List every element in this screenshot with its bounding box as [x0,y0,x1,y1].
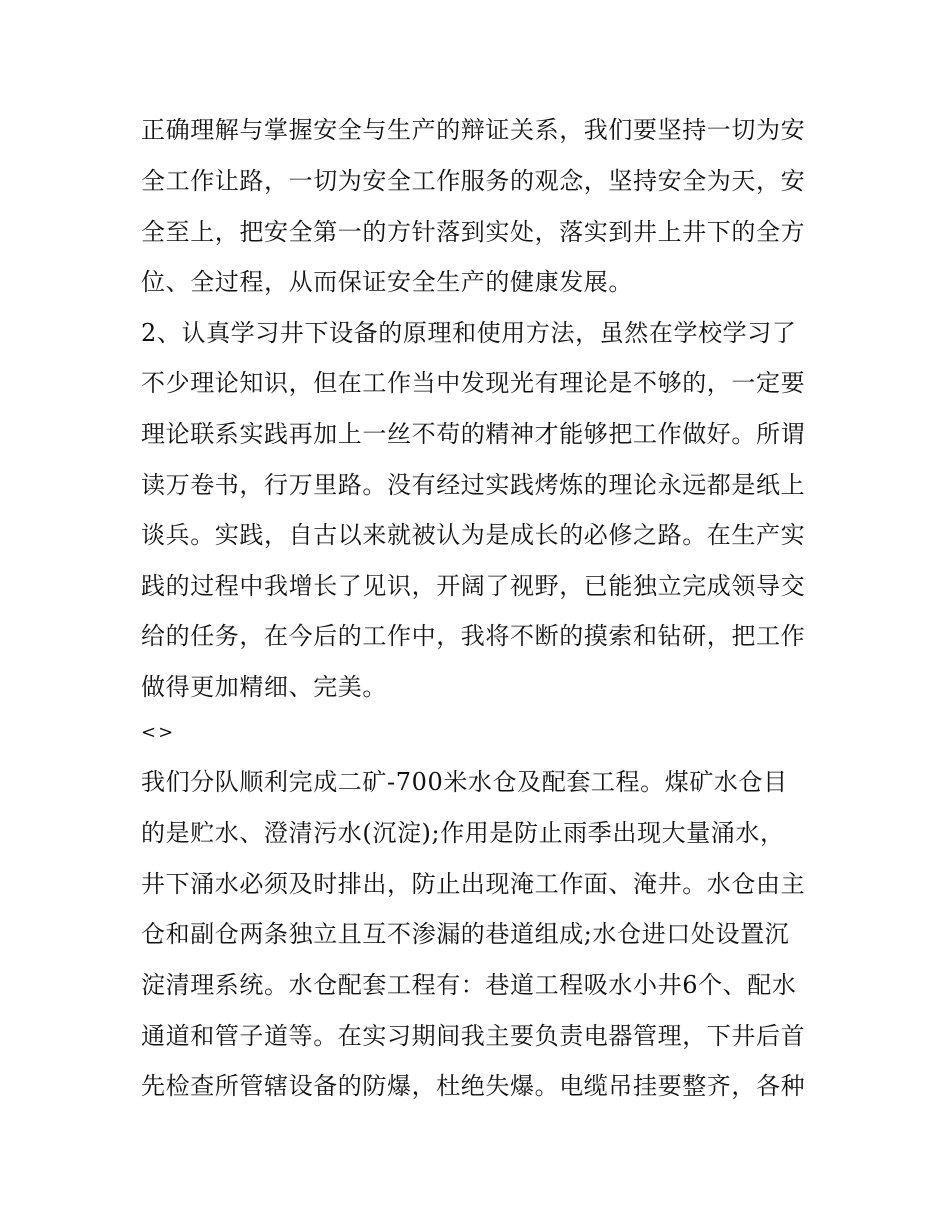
paragraph-line: 位、全过程，从而保证安全生产的健康发展。 [141,268,633,296]
paragraph-line: 谈兵。实践，自古以来就被认为是成长的必修之路。在生产实 [141,521,806,549]
paragraph-line: 先检查所管辖设备的防爆，杜绝失爆。电缆吊挂要整齐，各种 [141,1072,806,1100]
paragraph-line: 做得更加精细、完美。 [141,673,387,701]
paragraph-line: 井下涌水必须及时排出，防止出现淹工作面、淹井。水仓由主 [141,870,806,898]
paragraph-line: 不少理论知识，但在工作当中发现光有理论是不够的，一定要 [141,369,806,397]
paragraph-line: 我们分队顺利完成二矿-700米水仓及配套工程。煤矿水仓目 [141,768,788,796]
paragraph-line: 2、认真学习井下设备的原理和使用方法，虽然在学校学习了 [141,319,797,347]
paragraph-line: 通道和管子道等。在实习期间我主要负责电器管理，下井后首 [141,1022,806,1050]
paragraph-line: 理论联系实践再加上一丝不苟的精神才能够把工作做好。所谓 [141,420,806,448]
paragraph-line: 淀清理系统。水仓配套工程有：巷道工程吸水小井6个、配水 [141,971,797,999]
paragraph-line: 全至上，把安全第一的方针落到实处，落实到井上井下的全方 [141,218,806,246]
paragraph-line: 给的任务，在今后的工作中，我将不断的摸索和钻研，把工作 [141,622,806,650]
paragraph-line: 的是贮水、澄清污水(沉淀);作用是防止雨季出现大量涌水， [141,819,785,847]
paragraph-line: 践的过程中我增长了见识，开阔了视野，已能独立完成领导交 [141,572,806,600]
paragraph-line: 正确理解与掌握安全与生产的辩证关系，我们要坚持一切为安 [141,116,806,144]
paragraph-line: 全工作让路，一切为安全工作服务的观念，坚持安全为天，安 [141,167,806,195]
section-marker: <> [141,722,176,743]
paragraph-line: 仓和副仓两条独立且互不渗漏的巷道组成;水仓进口处设置沉 [141,920,790,948]
paragraph-line: 读万卷书，行万里路。没有经过实践烤炼的理论永远都是纸上 [141,471,806,499]
